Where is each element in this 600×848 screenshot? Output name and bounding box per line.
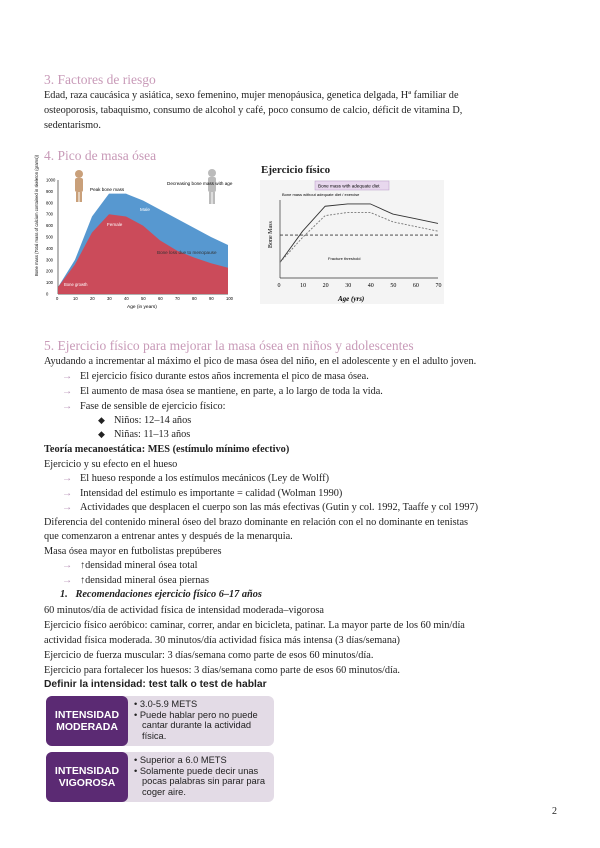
arrow-right-icon: →	[62, 473, 73, 484]
diff-line-1: Diferencia del contenido mineral óseo del brazo dominante en relación con el no dominante en tenistas	[44, 517, 469, 528]
intensity-label-line: MODERADA	[56, 721, 118, 733]
bullet-text: ↑densidad mineral ósea piernas	[80, 575, 209, 586]
define-intensity-heading: Definir la intensidad: test talk o test de hablar	[44, 679, 267, 690]
x-tick-label: 0	[56, 296, 59, 301]
rec-number: 1.	[60, 589, 68, 600]
y-tick-label: 900	[46, 188, 53, 194]
intensity-vigorous-box	[46, 752, 274, 802]
legend-label: Bone mass with adequate diet	[318, 183, 380, 189]
arrow-right-icon: →	[62, 560, 73, 571]
decreasing-label: Decreasing bone mass with age	[167, 181, 233, 186]
exercise-chart-title: Ejercicio físico	[261, 164, 331, 176]
y-tick-label: 400	[46, 245, 53, 251]
bullet-item	[62, 559, 198, 573]
rec-title: Recomendaciones ejercicio físico 6–17 años	[75, 589, 262, 600]
right-x-axis-label: Age (yrs)	[338, 295, 365, 303]
x-tick-label: 20	[322, 283, 329, 289]
intensity-label-line: INTENSIDAD	[54, 765, 120, 777]
diff-line-2: que comenzaron a entrenar antes y después de la menarquia.	[44, 531, 293, 542]
section-5-title: 5. Ejercicio físico para mejorar la masa ósea en niños y adolescentes	[44, 338, 414, 353]
bullet-item	[62, 574, 209, 588]
intensity-moderate-desc	[134, 699, 270, 741]
x-tick-label: 30	[345, 283, 352, 289]
x-tick-label: 100	[226, 296, 233, 301]
arrow-right-icon: →	[62, 575, 73, 586]
peak-bone-mass-label: Peak bone mass	[90, 187, 125, 192]
menopause-label: Bone loss due to menopause	[157, 250, 217, 255]
bullet-text: ↑densidad mineral ósea total	[80, 560, 198, 571]
section-5-intro: Ayudando a incrementar al máximo el pico de masa ósea del niño, en el adolescente y en el adulto joven.	[44, 356, 477, 367]
x-tick-label: 40	[367, 283, 374, 289]
exercise-bone-mass-chart	[260, 180, 444, 304]
diamond-text: Niños: 12–14 años	[114, 415, 192, 426]
rec-line: Ejercicio físico aeróbico: caminar, correr, andar en bicicleta, patinar. La mayor parte de los 60 min/día	[44, 620, 465, 631]
x-tick-label: 40	[124, 296, 129, 301]
intensity-label-line: INTENSIDAD	[54, 709, 120, 721]
bullet-item	[62, 385, 383, 399]
rec-line: 60 minutos/día de actividad física de intensidad moderada–vigorosa	[44, 605, 324, 616]
arrow-right-icon: →	[62, 401, 73, 412]
bullet-text: Fase de sensible de ejercicio físico:	[80, 401, 226, 412]
x-tick-label: 70	[175, 296, 180, 301]
intensity-vigorous-desc	[134, 755, 270, 797]
x-tick-label: 0	[277, 283, 281, 289]
intensity-vigorous-label	[46, 752, 128, 802]
diamond-item	[98, 429, 190, 440]
diamond-text: Niñas: 11–13 años	[114, 429, 191, 440]
risk-factors-line-1: Edad, raza caucásica y asiática, sexo femenino, mujer menopáusica, genetica delgada, Hª familiar de	[44, 90, 459, 101]
intensity-point: • Solamente puede decir unas pocas palabras sin parar para coger aire.	[134, 765, 265, 797]
y-tick-label: 200	[46, 268, 53, 274]
intensity-label-line: VIGOROSA	[58, 777, 116, 789]
x-tick-label: 60	[412, 283, 419, 289]
y-tick-label: 700	[46, 211, 53, 217]
left-x-axis-label: Age (in years)	[127, 305, 157, 310]
x-tick-label: 50	[141, 296, 146, 301]
bullet-item	[62, 472, 329, 486]
theory-heading: Teoría mecanoestática: MES (estímulo mínimo efectivo)	[44, 444, 290, 455]
female-label: Female	[107, 222, 123, 227]
x-tick-label: 10	[300, 283, 307, 289]
bullet-item	[62, 501, 478, 515]
intensity-moderate-label	[46, 696, 128, 746]
bullet-item	[62, 370, 369, 384]
football-line: Masa ósea mayor en futbolistas prepúberes	[44, 546, 222, 557]
bullet-text: Actividades que desplacen el cuerpo son las más efectivas (Gutin y col. 1992, Taaffe y col 1997)	[80, 502, 479, 513]
x-tick-label: 80	[192, 296, 197, 301]
bullet-text: El ejercicio físico durante estos años incrementa el pico de masa ósea.	[80, 371, 369, 382]
x-tick-label: 70	[435, 283, 442, 289]
arrow-right-icon: →	[62, 502, 73, 513]
x-tick-label: 30	[107, 296, 112, 301]
bullet-text: El hueso responde a los estímulos mecánicos (Ley de Wolff)	[80, 473, 330, 484]
y-tick-label: 500	[46, 234, 53, 240]
bullet-item	[62, 487, 342, 501]
section-4-title: 4. Pico de masa ósea	[44, 148, 157, 163]
rec-line: actividad física moderada. 30 minutos/día actividad física más intensa (3 días/semana)	[44, 635, 400, 646]
page-number: 2	[552, 806, 557, 817]
y-tick-label: 0	[46, 291, 49, 297]
arrow-right-icon: →	[62, 386, 73, 397]
effect-line: Ejercicio y su efecto en el hueso	[44, 459, 178, 470]
arrow-right-icon: →	[62, 488, 73, 499]
y-tick-label: 1000	[46, 177, 56, 183]
bullet-item	[62, 400, 226, 414]
diamond-icon: ◆	[98, 415, 105, 425]
x-tick-label: 50	[390, 283, 397, 289]
bullet-text: Intensidad del estímulo es importante = calidad (Wolman 1990)	[80, 488, 343, 499]
recommendations-heading	[60, 589, 262, 600]
intensity-point: • Superior a 6.0 METS	[134, 755, 227, 765]
risk-factors-line-2: osteoporosis, tabaquismo, consumo de alcohol y café, poco consumo de calcio, déficit de vitamina D,	[44, 105, 463, 116]
decreasing-bone-mass-label	[167, 181, 233, 186]
x-tick-label: 90	[209, 296, 214, 301]
y-tick-label: 800	[46, 200, 53, 206]
right-y-axis-label: Bone Mass	[268, 221, 274, 248]
diamond-item	[98, 415, 191, 426]
fracture-label: Fracture threshold	[328, 256, 361, 261]
rec-line: Ejercicio de fuerza muscular: 3 días/semana como parte de esos 60 minutos/día.	[44, 650, 374, 661]
intensity-point: • Puede hablar pero no puede cantar durante la actividad física.	[134, 709, 258, 741]
diamond-icon: ◆	[98, 429, 105, 439]
intensity-point: • 3.0-5.9 METS	[134, 699, 198, 709]
section-3-title: 3. Factores de riesgo	[44, 72, 156, 87]
annotation-label: Bone mass without adequate diet / exercise	[282, 192, 360, 197]
male-label: Male	[140, 207, 150, 212]
bone-growth-label: Bone growth	[64, 282, 88, 287]
risk-factors-line-3: sedentarismo.	[44, 120, 101, 131]
y-tick-label: 300	[46, 257, 53, 263]
arrow-right-icon: →	[62, 371, 73, 382]
y-tick-label: 100	[46, 280, 53, 286]
x-tick-label: 10	[73, 296, 78, 301]
y-tick-label: 600	[46, 223, 53, 229]
rec-line: Ejercicio para fortalecer los huesos: 3 días/semana como parte de esos 60 minutos/día.	[44, 665, 400, 676]
x-tick-label: 20	[90, 296, 95, 301]
left-y-axis-label: Bone mass (Total mass of calcium contained in skeleton (grams))	[34, 154, 39, 276]
bullet-text: El aumento de masa ósea se mantiene, en parte, a lo largo de toda la vida.	[80, 386, 383, 397]
x-tick-label: 60	[158, 296, 163, 301]
intensity-moderate-box	[46, 696, 274, 746]
